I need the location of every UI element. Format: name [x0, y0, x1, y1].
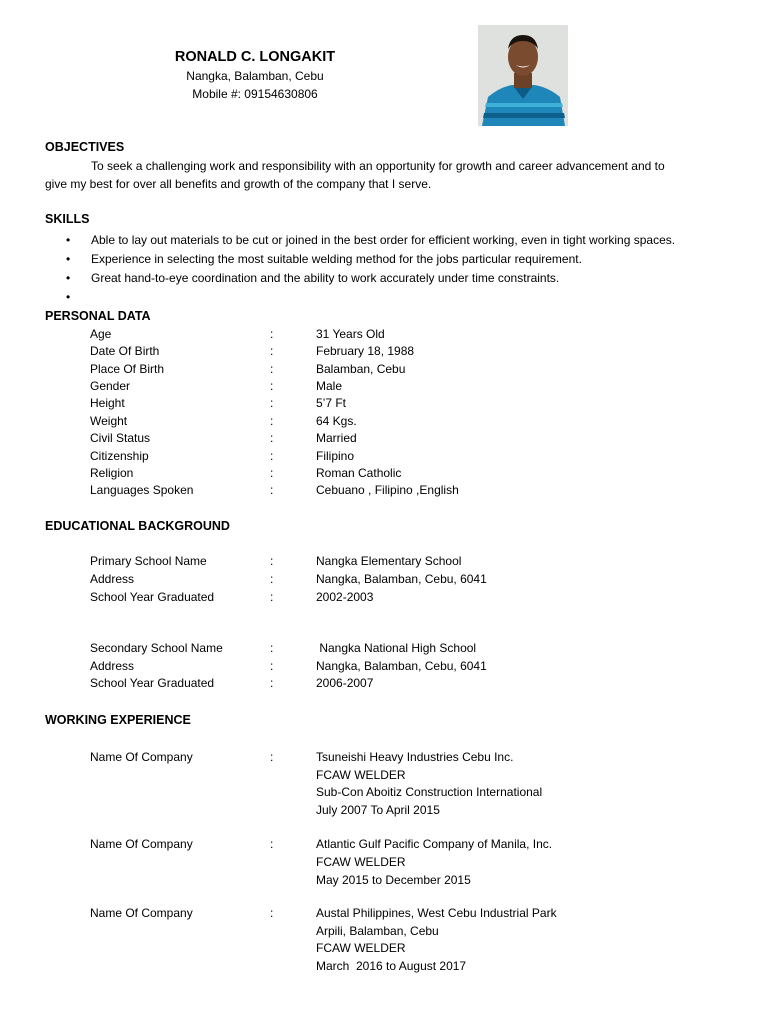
work-experience-title: WORKING EXPERIENCE — [45, 713, 191, 727]
row-colon: : — [270, 572, 274, 586]
secondary-address-label: Address — [90, 659, 135, 673]
personal-value-civil-status: Married — [316, 431, 357, 445]
job-3-address: Arpili, Balamban, Cebu — [316, 924, 439, 938]
job-1-subcon: Sub-Con Aboitiz Construction International — [316, 785, 543, 799]
personal-label-gender: Gender — [90, 379, 131, 393]
personal-label-height: Height — [90, 396, 125, 410]
objectives-line-2: give my best for over all benefits and growth of the company that I serve. — [45, 177, 432, 191]
row-colon: : — [270, 414, 274, 428]
primary-school-value: Nangka Elementary School — [316, 554, 462, 568]
primary-school-label: Primary School Name — [90, 554, 207, 568]
profile-photo — [478, 25, 568, 126]
secondary-school-label: Secondary School Name — [90, 641, 223, 655]
secondary-address-value: Nangka, Balamban, Cebu, 6041 — [316, 659, 487, 673]
bullet-icon: • — [66, 233, 71, 247]
row-colon: : — [270, 554, 274, 568]
row-colon: : — [270, 449, 274, 463]
row-colon: : — [270, 590, 274, 604]
primary-address-value: Nangka, Balamban, Cebu, 6041 — [316, 572, 487, 586]
personal-value-languages: Cebuano , Filipino ,English — [316, 483, 459, 497]
personal-value-gender: Male — [316, 379, 343, 393]
job-3-company: Austal Philippines, West Cebu Industrial Park — [316, 906, 557, 920]
row-colon: : — [270, 344, 274, 358]
personal-data-title: PERSONAL DATA — [45, 309, 151, 323]
row-colon: : — [270, 379, 274, 393]
header-mobile: Mobile #: 09154630806 — [192, 87, 318, 101]
personal-label-citizenship: Citizenship — [90, 449, 149, 463]
row-colon: : — [270, 641, 274, 655]
skill-item: Able to lay out materials to be cut or joined in the best order for efficient working, even in tight working spaces. — [91, 233, 676, 247]
row-colon: : — [270, 396, 274, 410]
personal-value-age: 31 Years Old — [316, 327, 385, 341]
personal-value-pob: Balamban, Cebu — [316, 362, 406, 376]
job-2-dates: May 2015 to December 2015 — [316, 873, 471, 887]
bullet-icon: • — [66, 252, 71, 266]
personal-label-civil-status: Civil Status — [90, 431, 151, 445]
objectives-title: OBJECTIVES — [45, 140, 125, 154]
personal-value-height: 5’7 Ft — [316, 396, 347, 410]
company-label: Name Of Company — [90, 750, 193, 764]
personal-value-citizenship: Filipino — [316, 449, 355, 463]
company-label: Name Of Company — [90, 906, 193, 920]
header-address: Nangka, Balamban, Cebu — [186, 69, 324, 83]
resume-name: RONALD C. LONGAKIT — [174, 49, 336, 65]
row-colon: : — [270, 837, 274, 851]
secondary-year-label: School Year Graduated — [90, 676, 215, 690]
objectives-line-1: To seek a challenging work and responsibility with an opportunity for growth and career advancement and to — [91, 159, 665, 173]
row-colon: : — [270, 906, 274, 920]
primary-year-label: School Year Graduated — [90, 590, 215, 604]
personal-value-religion: Roman Catholic — [316, 466, 402, 480]
primary-year-value: 2002-2003 — [316, 590, 374, 604]
row-colon: : — [270, 466, 274, 480]
job-1-company: Tsuneishi Heavy Industries Cebu Inc. — [316, 750, 514, 764]
bullet-icon: • — [66, 271, 71, 285]
row-colon: : — [270, 750, 274, 764]
job-3-position: FCAW WELDER — [316, 941, 406, 955]
personal-label-dob: Date Of Birth — [90, 344, 160, 358]
personal-label-weight: Weight — [90, 414, 128, 428]
job-3-dates: March 2016 to August 2017 — [316, 959, 467, 973]
row-colon: : — [270, 431, 274, 445]
row-colon: : — [270, 362, 274, 376]
job-2-position: FCAW WELDER — [316, 855, 406, 869]
personal-label-languages: Languages Spoken — [90, 483, 194, 497]
company-label: Name Of Company — [90, 837, 193, 851]
secondary-year-value: 2006-2007 — [316, 676, 374, 690]
job-1-position: FCAW WELDER — [316, 768, 406, 782]
row-colon: : — [270, 327, 274, 341]
objectives-paragraph — [45, 157, 725, 193]
job-1-dates: July 2007 To April 2015 — [316, 803, 440, 817]
primary-address-label: Address — [90, 572, 135, 586]
skill-item: Experience in selecting the most suitable welding method for the jobs particular requirement. — [91, 252, 582, 266]
skills-title: SKILLS — [45, 212, 90, 226]
personal-value-dob: February 18, 1988 — [316, 344, 415, 358]
personal-label-pob: Place Of Birth — [90, 362, 165, 376]
personal-label-religion: Religion — [90, 466, 134, 480]
row-colon: : — [270, 483, 274, 497]
personal-value-weight: 64 Kgs. — [316, 414, 357, 428]
row-colon: : — [270, 676, 274, 690]
row-colon: : — [270, 659, 274, 673]
job-2-company: Atlantic Gulf Pacific Company of Manila, Inc. — [316, 837, 553, 851]
secondary-school-value: Nangka National High School — [316, 641, 477, 655]
skill-item: Great hand-to-eye coordination and the ability to work accurately under time constraints. — [91, 271, 560, 285]
education-title: EDUCATIONAL BACKGROUND — [45, 519, 230, 533]
personal-label-age: Age — [90, 327, 112, 341]
bullet-icon: • — [66, 290, 71, 304]
